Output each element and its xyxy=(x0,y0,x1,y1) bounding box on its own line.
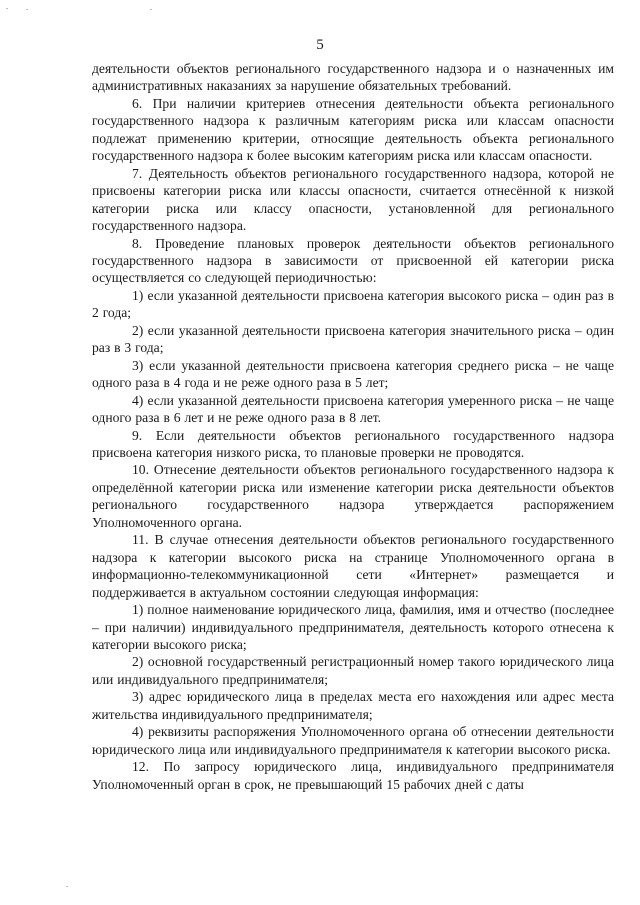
list-item-11-3: 3) адрес юридического лица в пределах места его нахождения или адрес места жительства индивидуального предпринимателя; xyxy=(92,689,614,722)
paragraph-item-6: 6. При наличии критериев отнесения деятельности объекта регионального государственного надзора к различным категориям риска или классам опасности подлежат применению критерии, относящие деятельность объекта регионального государственного надзора к более высоким категориям риска или классам опасности. xyxy=(92,95,614,164)
list-item-8-2: 2) если указанной деятельности присвоена категория значительного риска – один раз в 3 года; xyxy=(92,322,614,356)
paragraph-item-9: 9. Если деятельности объектов регионального государственного надзора присвоена категория низкого риска, то плановые проверки не проводятся. xyxy=(92,427,614,460)
list-item-11-4: 4) реквизиты распоряжения Уполномоченного органа об отнесении деятельности юридического лица или индивидуального предпринимателя к категории высокого риска. xyxy=(92,724,614,757)
list-item-8-4: 4) если указанной деятельности присвоена категория умеренного риска – не чаще одного раза в 6 лет и не реже одного раза в 8 лет. xyxy=(92,392,614,426)
paragraph-item-10: 10. Отнесение деятельности объектов регионального государственного надзора к определённой категории риска или изменение категории риска деятельности объектов регионального государственного надзора утверждается распоряжением Уполномоченного органа. xyxy=(92,462,614,530)
scan-artifact xyxy=(26,9,28,10)
scan-artifact xyxy=(150,9,152,10)
list-item-11-2: 2) основной государственный регистрационный номер такого юридического лица или индивидуального предпринимателя; xyxy=(92,654,614,687)
scan-artifact xyxy=(6,8,8,9)
list-item-8-3: 3) если указанной деятельности присвоена категория среднего риска – не чаще одного раза в 4 года и не реже одного раза в 5 лет; xyxy=(92,357,614,391)
list-item-8-1: 1) если указанной деятельности присвоена категория высокого риска – один раз в 2 года; xyxy=(92,287,614,321)
paragraph-continuation: деятельности объектов регионального государственного надзора и о назначенных им административных наказаниях за нарушение обязательных требований. xyxy=(92,61,614,94)
paragraph-item-8: 8. Проведение плановых проверок деятельности объектов регионального государственного надзора в зависимости от присвоенной ей категории риска осуществляется со следующей периодичностью: xyxy=(92,235,614,286)
document-body xyxy=(92,60,614,793)
scan-artifact xyxy=(66,886,68,887)
paragraph-item-11: 11. В случае отнесения деятельности объектов регионального государственного надзора к категории высокого риска на странице Уполномоченного органа в информационно-телекоммуникационной сети «Интернет» размещается и поддерживается в актуальном состоянии следующая информация: xyxy=(92,532,614,600)
list-item-11-1: 1) полное наименование юридического лица, фамилия, имя и отчество (последнее – при наличии) индивидуального предпринимателя, деятельность которого отнесена к категории высокого риска; xyxy=(92,602,614,652)
paragraph-item-7: 7. Деятельность объектов регионального государственного надзора, которой не присвоены категории риска или классы опасности, считается отнесённой к низкой категории риска или классу опасности, установленной для регионального государственного надзора. xyxy=(92,165,614,234)
paragraph-item-12: 12. По запросу юридического лица, индивидуального предпринимателя Уполномоченный орган в срок, не превышающий 15 рабочих дней с даты xyxy=(92,759,614,792)
page-number: 5 xyxy=(316,37,324,53)
